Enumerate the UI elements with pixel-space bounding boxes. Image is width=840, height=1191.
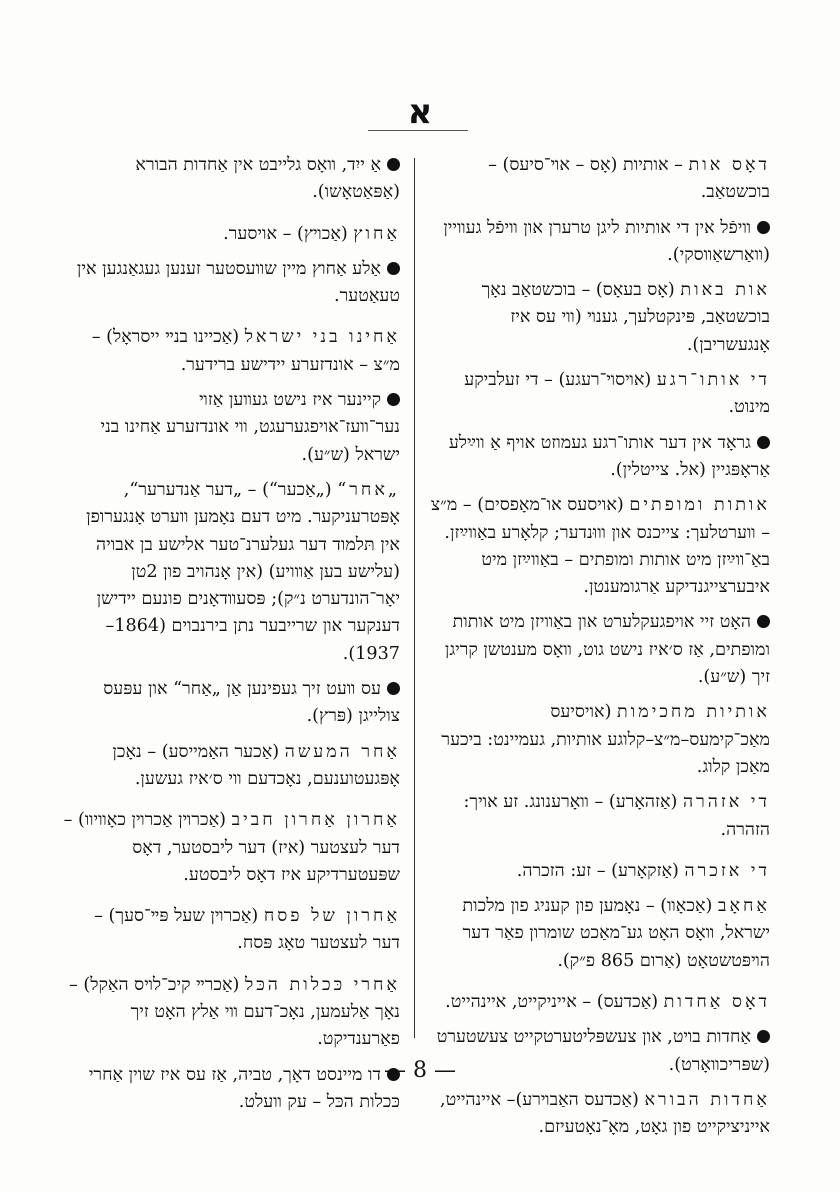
- entry-text: װיפֿל אין די אותיות ליגן טרערן און װיפֿל געװיין (װאַרשאַװסקי).: [443, 217, 770, 265]
- entry-headword: די אותו־רגע: [656, 370, 770, 391]
- dictionary-entry: [62, 324, 400, 379]
- entry-text: („אַכער“) – „דער אַנדערער“, אָפּטרעניקער. מיט דעם נאָמען װערט אָנגערופן אין תּלמוד דער געלערנ־טער אלישע בן אבויה (עלישע בען אַװויע) (אין אָנהויב פון 2טן יאָר־הונדערט נ״ק); פּסעװדאָנים פונעם יידישן דענקער און שרייבער נתן בירנבוים (1864–1937).: [86, 479, 400, 664]
- left-column: [62, 152, 400, 1124]
- section-letter-heading: א: [407, 92, 433, 132]
- entry-headword: אַחדות הבורא: [644, 1089, 770, 1110]
- entry-headword: אַחוץ: [353, 223, 400, 244]
- entry-text: אַלע אַחוץ מיין שװעסטער זענען געגאַנגען אין טעאַטער.: [76, 258, 400, 307]
- entry-headword: אַחרי כּכלות הכּל: [244, 974, 400, 995]
- entry-text: (אַכרײ קיכ־לױס האַקל) – נאָך אַלעמען, נאָכ־דעם װי אַלץ האָט זיך פאַרענדיקט.: [69, 974, 400, 1050]
- dictionary-entry: [430, 699, 770, 781]
- entry-text: אַחדות בױט, און צעשפּליטערטקייט צעשטערט (שפּריכװאָרט).: [436, 1027, 770, 1075]
- entry-text: אַ ייִד, װאָס גלייבט אין אַחדות הבורא (אַפּאַטאָשו).: [135, 155, 400, 203]
- bullet-icon: [387, 262, 400, 275]
- entry-headword: אַחרון אַחרון חביב: [231, 810, 400, 831]
- dictionary-entry: [430, 1087, 770, 1142]
- entry-headword: אַחאָב: [717, 896, 770, 917]
- bullet-icon: [757, 1030, 770, 1043]
- column-divider: [414, 158, 415, 1038]
- entry-headword: „אחר“: [337, 479, 400, 500]
- entry-text: (אויסעס או־מאָפסים) – מ״צ – װערטלעך: צייכנס און װוּנדער; קלאָרע באַװײַזן. באַ־װײַזן מיט אותות ומופתים – באַװײַזן מיט איבערצייגנדיקע אַרגומענטן.: [430, 495, 770, 598]
- entry-text: קיינער איז נישט געװען אַזױ נער־װעז־אויפגערעגט, װי אונדזערע אַחינו בני ישראל (ש״ע).: [100, 390, 400, 465]
- entry-text: דו מיינסט דאָך, טביה, אַז עס איז שוין אַחרי כּכלות הכּל – עק װעלט.: [88, 1064, 400, 1112]
- entry-text: (אַכדעס האַבױרע)– איינהייט, אייניציקייט פון גאָט, מאָ־נאָטעיזם.: [439, 1089, 770, 1138]
- bullet-icon: [387, 158, 400, 171]
- page-number: — 8 —: [384, 1058, 456, 1083]
- entry-text: (אַכאָװ) – נאָמען פון קעניג פון מלכות ישראל, װאָס האָט גע־מאַכט שומרון פאַר דער הױפּטשטאָט (אַרום 865 פ״ק).: [462, 896, 770, 971]
- entry-headword: אַחרון של פסח: [263, 906, 400, 927]
- entry-headword: דאָס אַחדות: [663, 992, 770, 1013]
- entry-headword: אות באות: [680, 280, 770, 301]
- dictionary-entry: [430, 989, 770, 1016]
- entry-headword: אותיות מחכימות: [617, 702, 770, 723]
- entry-text: (אַזקאָרע) – זע: הזכרה.: [516, 860, 685, 881]
- dictionary-entry: [62, 807, 400, 889]
- dictionary-entry: [430, 492, 770, 601]
- dictionary-entry: [62, 152, 400, 207]
- heading-rule: [368, 130, 468, 131]
- entry-text: (אַכױץ) – אויסער.: [223, 223, 354, 244]
- entry-text: (אַכער האַמייסע) – נאָכן אָפּגעטוענעם, נאָכדעם װי ס׳איז געשען.: [112, 741, 400, 789]
- bullet-icon: [757, 436, 770, 449]
- bullet-icon: [387, 682, 400, 695]
- entry-text: (אַכרױן אַכרױן כאָװיװ) – דער לעצטער (איז) דער ליבסטער, דאָס שפּעטערדיקע איז דאָס ליבסטע.: [63, 810, 400, 885]
- entry-headword: אַחר המעשה: [284, 741, 400, 762]
- dictionary-entry: [430, 152, 770, 207]
- entry-headword: די אזהרה: [682, 792, 770, 813]
- entry-text: (אַכיינו בנײ ייסראָל) – מ״צ – אונדזערע יידישע ברידער.: [91, 327, 400, 375]
- entry-text: (אָס בעאָס) – בוכשטאַב נאָך בוכשטאַב, פּינקטלעך, גענױ (װי עס איז אָנגעשריבן).: [481, 280, 770, 355]
- dictionary-entry: [62, 676, 400, 731]
- dictionary-entry: [62, 739, 400, 794]
- bullet-icon: [757, 221, 770, 234]
- bullet-icon: [387, 393, 400, 406]
- entry-text: (אויסיעס מאַכ־קימעס–מ״צ–קלוגע אותיות, געמיינט: ביכער מאַכן קלוג.: [441, 702, 770, 777]
- entry-headword: די אזכרה: [684, 860, 770, 881]
- entry-text: עס װעט זיך געפינען אַן „אַחר“ און עפּעס צולייגן (פּרץ).: [103, 679, 400, 727]
- dictionary-entry: [430, 858, 770, 885]
- entry-text: – אותיות (אָס – אױ־סיעס) – בוכשטאַב.: [488, 155, 770, 203]
- dictionary-entry: [62, 972, 400, 1054]
- dictionary-entry: [62, 903, 400, 958]
- entry-text: (אַזהאָרע) – װאָרענונג. זע אויך: הזהרה.: [463, 792, 770, 840]
- entry-headword: אַחינו בני ישראל: [244, 327, 400, 348]
- entry-text: (אױסױ־רעגע) – די זעלביקע מינוט.: [464, 370, 770, 418]
- entry-text: גראָד אין דער אותו־רגע געמוזט אויף אַ װײַלע אַראָפּגיין (אל. צייטלין).: [448, 432, 770, 480]
- entry-headword: אותות ומופתים: [629, 495, 770, 516]
- entry-text: (אַכדעס) – אייניקייט, איינהייט.: [445, 992, 664, 1013]
- dictionary-entry: [62, 387, 400, 469]
- dictionary-entry: [430, 430, 770, 485]
- dictionary-entry: [62, 221, 400, 248]
- dictionary-entry: [430, 277, 770, 359]
- dictionary-entry: [430, 215, 770, 270]
- bullet-icon: [757, 615, 770, 628]
- dictionary-entry: [62, 256, 400, 311]
- entry-text: האָט זיי אויפגעקלערט און באַװיזן מיט אותות ומופתים, אַז ס׳איז נישט גוט, װאָס מענטשן קריגן זיך (ש״ע).: [444, 612, 770, 688]
- dictionary-entry: [430, 609, 770, 691]
- dictionary-entry: [430, 367, 770, 422]
- dictionary-entry: [430, 789, 770, 844]
- entry-headword: דאָס אות: [688, 155, 770, 175]
- dictionary-entry: [430, 893, 770, 975]
- dictionary-entry: [62, 477, 400, 668]
- right-column: [430, 152, 770, 1150]
- entry-text: (אַכרױן שעל פּײ־סעך) – דער לעצטער טאָג פּסח.: [94, 906, 400, 954]
